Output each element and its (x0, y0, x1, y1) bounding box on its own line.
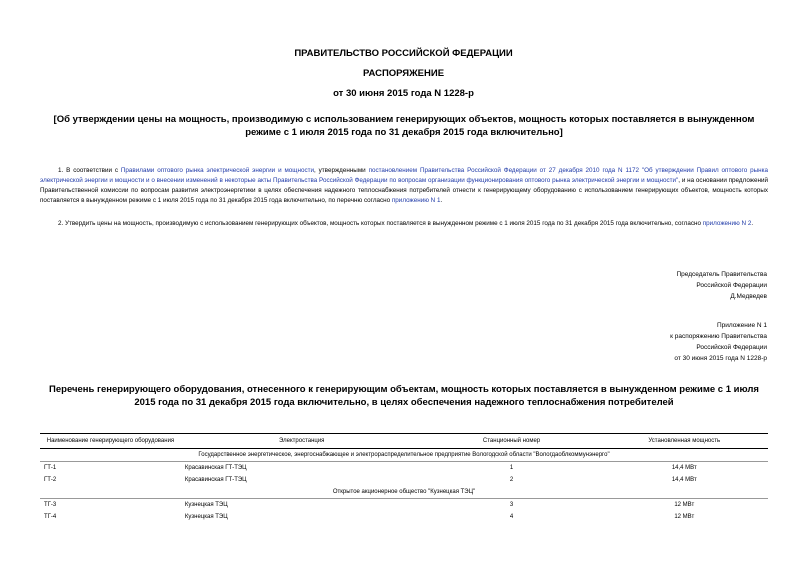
header-power-station: Электростанция (181, 434, 423, 449)
link-appendix-2[interactable]: приложению N 2 (702, 220, 752, 227)
cell-number: 3 (509, 502, 514, 508)
cell-capacity: 12 МВт (674, 514, 695, 520)
signature-line-1: Председатель Правительства (676, 271, 767, 278)
cell-number: 4 (509, 514, 514, 520)
header-station-number: Станционный номер (423, 434, 601, 449)
p1-text-c: , и на основании предложений Правительственной комиссии по вопросам развития электроэнергетики в целях обеспечения надежного теплоснабжения потребителей отнести к генерирующему оборудованию с использованием генерирующих объектов, мощность которых поставляется в вынужденном режиме с 1 июля 2015 года по 31 декабря 2015 года включительно, по перечню согласно (40, 177, 769, 204)
cell-equipment: ГТ-2 (44, 477, 57, 483)
p1-text-d: . (440, 197, 443, 204)
header-equipment-name: Наименование генерирующего оборудования (40, 434, 181, 449)
cell-station: Красавинская ГТ-ТЭЦ (184, 477, 247, 483)
p1-text-b: , утвержденными (314, 167, 369, 174)
equipment-table (40, 433, 768, 523)
appendix-line-2: к распоряжению Правительства (670, 333, 767, 340)
group-vologda: Государственное энергетическое, энергоснабжающее и электрораспределительное предприятие Вологодской области "Вологдаоблкоммунэнерго" (40, 449, 768, 462)
document-title: [Об утверждении цены на мощность, производимую с использованием генерирующих объектов, мощность которых поставляется в вынужденном режиме с 1 июля 2015 года по 31 декабря 2015 года включительно] (53, 114, 755, 138)
link-wholesale-market-rules[interactable]: Правилами оптового рынка электрической энергии и мощности (120, 167, 315, 174)
link-government-decree-1172[interactable]: постановлением Правительства Российской Федерации от 27 декабря 2010 года N 1172 "Об утверждении Правил оптового рынка электрической энергии и мощности и о внесении изменений в некоторые акты Правительства Российской Федерации по вопросам организации функционирования оптового рынка электрической энергии и мощности" (40, 167, 768, 184)
table-group-row (40, 486, 768, 499)
signature-block (676, 269, 767, 302)
p1-text-a: 1. В соответствии с (58, 167, 121, 174)
table-row (40, 511, 768, 523)
p2-text-b: . (751, 220, 754, 227)
paragraph-1 (40, 166, 768, 206)
cell-number: 2 (509, 477, 514, 483)
equipment-list-title: Перечень генерирующего оборудования, отнесенного к генерирующим объектам, мощность которых поставляется в вынужденном режиме с 1 июля 2015 года по 31 декабря 2015 года включительно, в целях обеспечения надежного теплоснабжения потребителей (49, 384, 759, 408)
cell-equipment: ГТ-1 (44, 465, 57, 471)
appendix-header (670, 320, 767, 364)
link-appendix-1[interactable]: приложению N 1 (391, 197, 441, 204)
signature-line-2: Российской Федерации (696, 282, 767, 289)
table-header-row (40, 434, 768, 449)
cell-capacity: 14,4 МВт (671, 477, 697, 483)
appendix-line-4: от 30 июня 2015 года N 1228-р (674, 355, 767, 362)
government-heading: ПРАВИТЕЛЬСТВО РОССИЙСКОЙ ФЕДЕРАЦИИ (294, 48, 513, 59)
document-type-heading: РАСПОРЯЖЕНИЕ (362, 68, 445, 79)
table-row (40, 474, 768, 486)
table-group-row (40, 449, 768, 462)
cell-capacity: 14,4 МВт (671, 465, 697, 471)
appendix-line-3: Российской Федерации (696, 344, 767, 351)
signature-name: Д.Медведев (730, 293, 767, 300)
cell-equipment: ТГ-4 (44, 514, 57, 520)
cell-station: Кузнецкая ТЭЦ (184, 502, 228, 508)
p2-text-a: 2. Утвердить цены на мощность, производимую с использованием генерирующих объектов, мощность которых поставляется в вынужденном режиме с 1 июля 2015 года по 31 декабря 2015 года включительно, согласно (58, 220, 703, 227)
cell-number: 1 (509, 465, 514, 471)
appendix-line-1: Приложение N 1 (716, 322, 767, 329)
cell-equipment: ТГ-3 (44, 502, 57, 508)
cell-station: Красавинская ГТ-ТЭЦ (184, 465, 247, 471)
table-row (40, 499, 768, 512)
header-installed-capacity: Установленная мощность (601, 434, 768, 449)
cell-capacity: 12 МВт (674, 502, 695, 508)
group-kuznetsk: Открытое акционерное общество "Кузнецкая ТЭЦ" (40, 486, 768, 499)
document-date-number: от 30 июня 2015 года N 1228-р (333, 88, 474, 99)
cell-station: Кузнецкая ТЭЦ (184, 514, 228, 520)
table-row (40, 462, 768, 475)
paragraph-2 (40, 219, 768, 229)
